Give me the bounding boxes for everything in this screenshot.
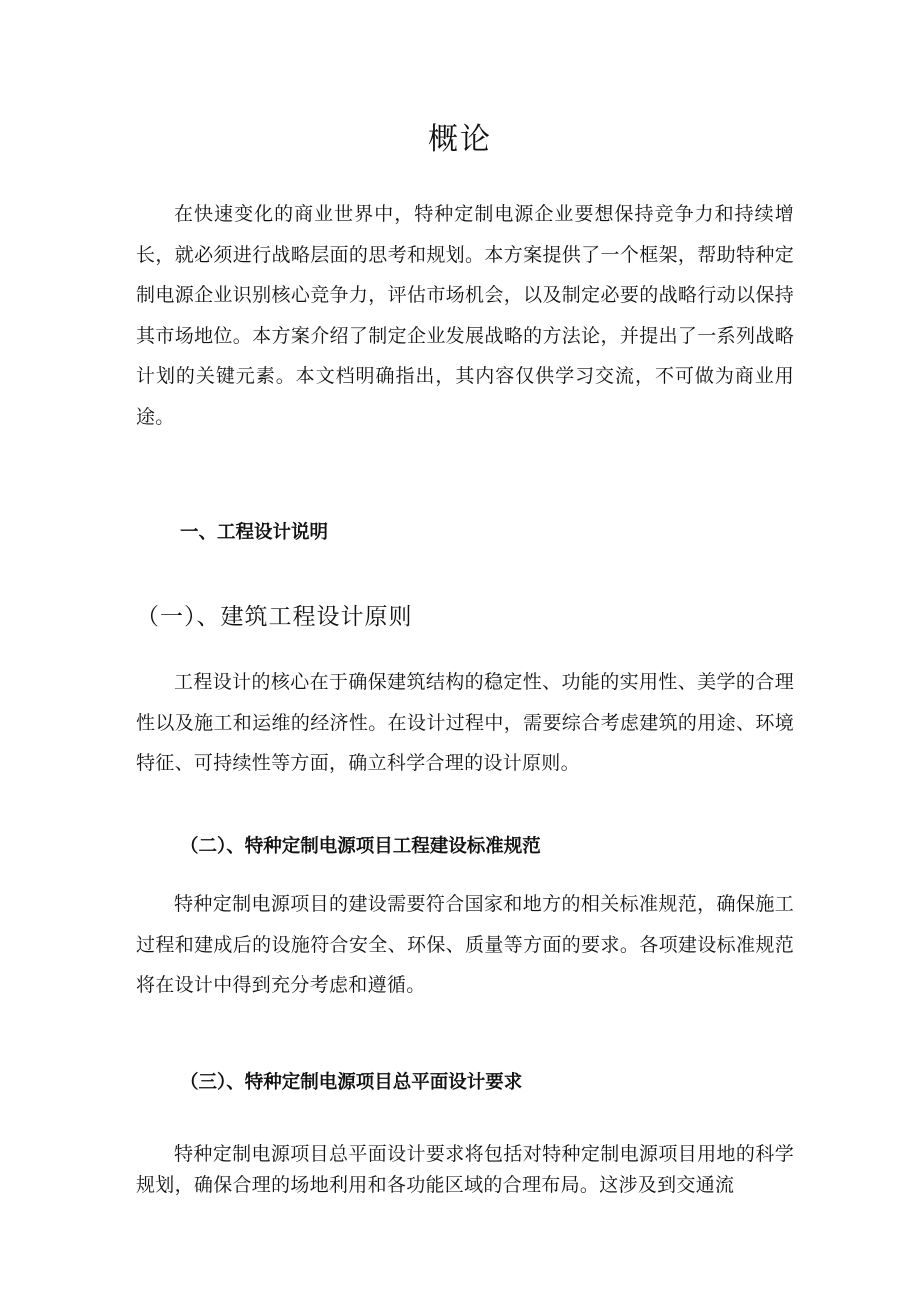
subsection-heading-design-principles: （一）、建筑工程设计原则: [136, 604, 413, 630]
intro-paragraph: 在快速变化的商业世界中，特种定制电源企业要想保持竞争力和持续增长，就必须进行战略层面的思考和规划。本方案提供了一个框架，帮助特种定制电源企业识别核心竞争力，评估市场机会，以及制定必要的战略行动以保持其市场地位。本方案介绍了制定企业发展战略的方法论，并提出了一系列战略计划的关键元素。本文档明确指出，其内容仅供学习交流，不可做为商业用途。: [136, 203, 794, 428]
subsection-heading-standards: （二）、特种定制电源项目工程建设标准规范: [180, 836, 541, 857]
document-title: 概论: [428, 122, 492, 157]
design-principles-paragraph: 工程设计的核心在于确保建筑结构的稳定性、功能的实用性、美学的合理性以及施工和运维的经济性。在设计过程中，需要综合考虑建筑的用途、环境特征、可持续性等方面，确立科学合理的设计原则。: [136, 671, 794, 774]
site-plan-paragraph: 特种定制电源项目总平面设计要求将包括对特种定制电源项目用地的科学规划，确保合理的场地利用和各功能区域的合理布局。这涉及到交通流: [136, 1143, 794, 1196]
standards-paragraph: 特种定制电源项目的建设需要符合国家和地方的相关标准规范，确保施工过程和建成后的设施符合安全、环保、质量等方面的要求。各项建设标准规范将在设计中得到充分考虑和遵循。: [136, 893, 794, 996]
subsection-heading-site-plan: （三）、特种定制电源项目总平面设计要求: [180, 1072, 523, 1093]
section-heading-engineering-design: 一、工程设计说明: [180, 522, 329, 543]
